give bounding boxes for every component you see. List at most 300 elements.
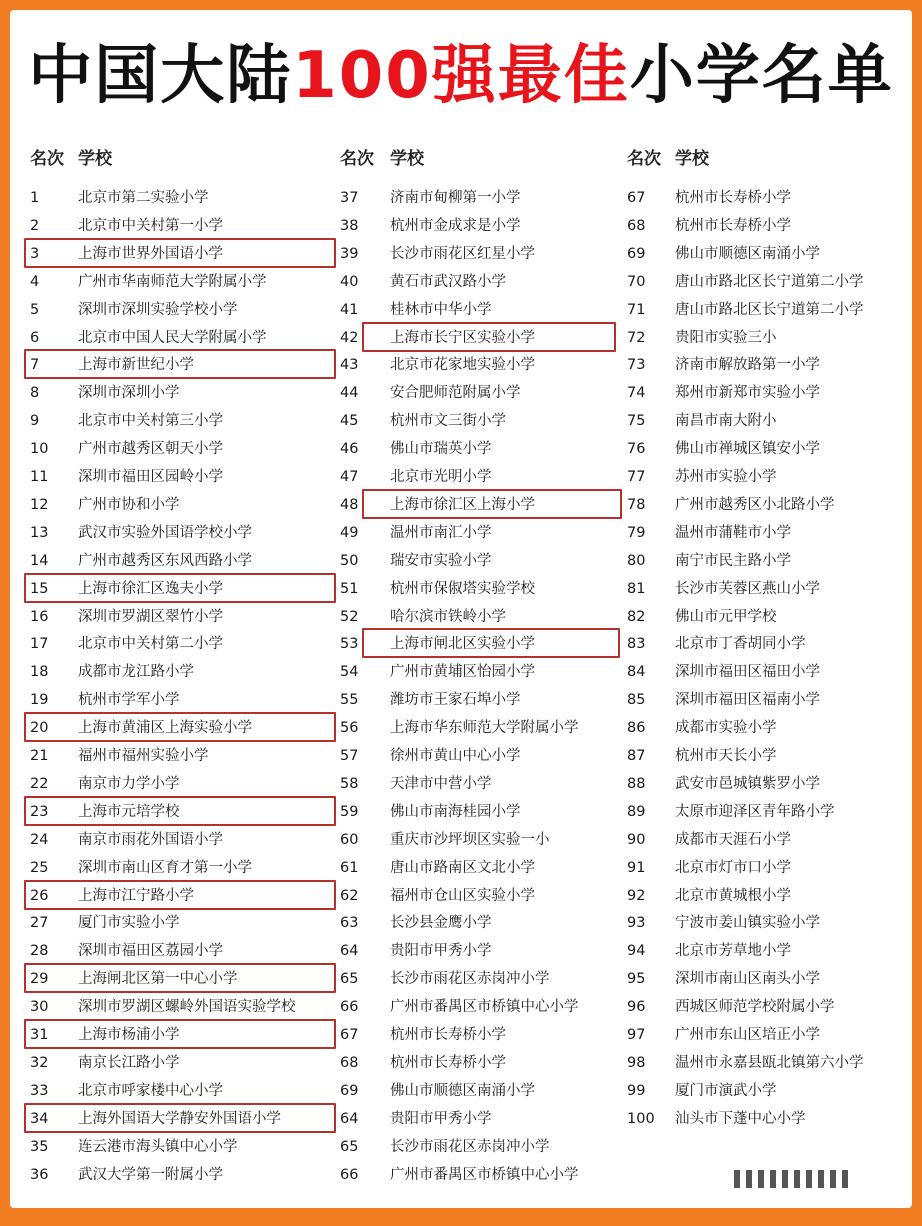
school-name: 西城区师范学校附属小学 [675,999,835,1016]
watermark-barcode [734,1170,894,1192]
rank-number: 68 [340,1054,359,1071]
rank-number: 98 [627,1054,646,1071]
rank-number: 8 [30,385,40,402]
rank-number: 7 [30,357,40,374]
table-row [340,1161,640,1189]
table-row [340,491,640,519]
rank-number: 75 [627,413,646,430]
rank-number: 25 [30,859,49,876]
rank-number: 67 [627,190,646,206]
table-row [30,770,330,798]
school-name: 深圳市福田区荔园小学 [78,943,223,960]
school-name: 北京市呼家楼中心小学 [78,1082,223,1099]
table-row [30,630,330,658]
rank-number: 70 [627,273,646,290]
table-row [340,770,640,798]
table-row [627,519,922,547]
school-name: 杭州市天长小学 [675,748,777,764]
school-name: 成都市实验小学 [675,720,777,737]
school-name: 上海市元培学校 [78,803,180,820]
table-row [30,603,330,631]
column-header [340,144,424,169]
rank-number: 36 [30,1166,49,1183]
school-name: 北京市丁香胡同小学 [675,636,806,653]
school-name: 重庆市沙坪坝区实验一小 [390,831,550,848]
school-name: 长沙县金鹰小学 [390,915,492,932]
school-name: 深圳市福田区福南小学 [675,692,820,709]
rank-number: 58 [340,775,359,792]
rank-number: 3 [30,245,40,262]
rank-number: 59 [340,803,359,820]
school-name: 深圳市罗湖区螺岭外国语实验学校 [78,999,296,1016]
rank-number: 47 [340,469,359,485]
rank-number: 54 [340,664,359,681]
school-name: 武汉大学第一附属小学 [78,1166,223,1183]
school-name: 上海市华东师范大学附属小学 [390,720,579,737]
table-row [30,296,330,324]
table-row [627,603,922,631]
school-name: 深圳市南山区育才第一小学 [78,859,252,876]
table-row [340,296,640,324]
school-name: 瑞安市实验小学 [390,552,492,569]
school-name: 北京市第二实验小学 [78,190,209,206]
rank-number: 83 [627,636,646,653]
rank-number: 26 [30,887,49,904]
rank-number: 38 [340,217,359,234]
rank-number: 91 [627,859,646,876]
school-name: 广州市越秀区小北路小学 [675,496,835,513]
table-row [30,491,330,519]
rank-number: 32 [30,1054,49,1071]
table-row [627,1021,922,1049]
table-row [30,435,330,463]
school-name: 佛山市顺德区南涌小学 [675,245,820,262]
rank-number: 21 [30,748,49,764]
table-row [340,993,640,1021]
school-name: 天津市中营小学 [390,775,492,792]
table-row [340,658,640,686]
school-name: 杭州市长寿桥小学 [390,1027,506,1043]
school-name: 唐山市路南区文北小学 [390,859,535,876]
header-school: 学校 [78,149,112,169]
table-row [627,714,922,742]
table-row [627,575,922,603]
table-row [340,603,640,631]
header-school: 学校 [390,149,424,169]
school-name: 北京市中关村第一小学 [78,217,223,234]
column-header [30,144,112,169]
table-row [627,798,922,826]
table-row [627,184,922,212]
table-row [340,547,640,575]
rank-number: 56 [340,720,359,737]
school-name: 深圳市福田区福田小学 [675,664,820,681]
rank-number: 12 [30,496,49,513]
table-row [340,184,640,212]
rank-number: 62 [340,887,359,904]
table-row [30,1021,330,1049]
school-name: 广州市东山区培正小学 [675,1027,820,1043]
rank-number: 84 [627,664,646,681]
table-row [627,296,922,324]
school-name: 长沙市雨花区赤岗冲小学 [390,1138,550,1155]
table-row [30,937,330,965]
table-row [340,714,640,742]
rank-number: 1 [30,190,40,206]
rank-number: 45 [340,413,359,430]
table-row [30,742,330,770]
rank-number: 16 [30,608,49,625]
header-rank: 名次 [30,149,64,169]
rank-number: 78 [627,496,646,513]
school-name: 北京市中关村第三小学 [78,413,223,430]
table-row [340,686,640,714]
school-name: 佛山市顺德区南涌小学 [390,1082,535,1099]
table-row [340,1049,640,1077]
school-name: 武汉市实验外国语学校小学 [78,524,252,541]
rank-number: 55 [340,692,359,709]
school-name: 贵阳市实验三小 [675,329,777,346]
rank-number: 97 [627,1027,646,1043]
table-row [340,240,640,268]
rank-number: 69 [340,1082,359,1099]
table-row [627,1049,922,1077]
rank-number: 20 [30,720,49,737]
table-row [340,1021,640,1049]
school-name: 厦门市实验小学 [78,915,180,932]
table-row [30,407,330,435]
school-name: 宁波市姜山镇实验小学 [675,915,820,932]
rank-number: 64 [340,1110,359,1127]
rank-number: 82 [627,608,646,625]
school-name: 杭州市保俶塔实验学校 [390,580,535,597]
rank-number: 53 [340,636,359,653]
table-row [340,937,640,965]
rank-number: 77 [627,469,646,485]
school-name: 广州市番禺区市桥镇中心小学 [390,999,579,1016]
school-name: 深圳市罗湖区翠竹小学 [78,608,223,625]
school-name: 杭州市学军小学 [78,692,180,709]
school-name: 杭州市长寿桥小学 [675,217,791,234]
school-name: 佛山市禅城区镇安小学 [675,441,820,458]
rank-number: 95 [627,971,646,988]
rank-number: 41 [340,301,359,318]
rank-number: 48 [340,496,359,513]
school-name: 福州市福州实验小学 [78,748,209,764]
rank-number: 37 [340,190,359,206]
table-row [30,1161,330,1189]
table-row [30,324,330,352]
table-row [627,742,922,770]
school-name: 上海闸北区第一中心小学 [78,971,238,988]
school-name: 唐山市路北区长宁道第二小学 [675,301,864,318]
school-name: 贵阳市甲秀小学 [390,1110,492,1127]
rank-number: 33 [30,1082,49,1099]
rank-number: 2 [30,217,40,234]
rank-number: 30 [30,999,49,1016]
table-row [627,1077,922,1105]
table-row [30,909,330,937]
rank-number: 51 [340,580,359,597]
table-row [30,965,330,993]
table-row [627,240,922,268]
table-row [30,268,330,296]
school-name: 济南市解放路第一小学 [675,357,820,374]
table-row [30,240,330,268]
rank-number: 50 [340,552,359,569]
table-row [627,686,922,714]
rank-number: 66 [340,1166,359,1183]
school-name: 北京市中国人民大学附属小学 [78,329,267,346]
rank-number: 40 [340,273,359,290]
rank-number: 88 [627,775,646,792]
table-row [340,379,640,407]
school-name: 深圳市深圳实验学校小学 [78,301,238,318]
rank-number: 35 [30,1138,49,1155]
rank-number: 66 [340,999,359,1016]
table-row [627,212,922,240]
table-row [30,1049,330,1077]
table-row [30,1077,330,1105]
school-name: 杭州市长寿桥小学 [390,1054,506,1071]
rank-number: 19 [30,692,49,709]
rank-number: 89 [627,803,646,820]
table-row [30,1133,330,1161]
table-row [30,993,330,1021]
rank-number: 71 [627,301,646,318]
rank-number: 65 [340,971,359,988]
rank-number: 9 [30,413,40,430]
school-name: 太原市迎泽区青年路小学 [675,803,835,820]
school-name: 深圳市福田区园岭小学 [78,469,223,485]
rank-number: 14 [30,552,49,569]
table-row [30,686,330,714]
school-name: 上海外国语大学静安外国语小学 [78,1110,281,1127]
school-name: 长沙市雨花区赤岗冲小学 [390,971,550,988]
table-row [340,407,640,435]
rank-number: 24 [30,831,49,848]
table-row [340,826,640,854]
school-name: 广州市华南师范大学附属小学 [78,273,267,290]
rank-number: 18 [30,664,49,681]
table-row [30,854,330,882]
school-name: 武安市邑城镇紫罗小学 [675,775,820,792]
school-name: 南京市雨花外国语小学 [78,831,223,848]
table-row [627,407,922,435]
table-row [340,519,640,547]
school-name: 上海市黄浦区上海实验小学 [78,720,252,737]
rank-number: 61 [340,859,359,876]
table-row [627,1105,922,1133]
school-name: 广州市越秀区朝天小学 [78,441,223,458]
school-name: 连云港市海头镇中心小学 [78,1138,238,1155]
school-name: 广州市协和小学 [78,496,180,513]
school-name: 北京市光明小学 [390,469,492,485]
table-row [627,965,922,993]
table-row [30,575,330,603]
rank-number: 90 [627,831,646,848]
table-row [627,826,922,854]
school-name: 杭州市文三街小学 [390,413,506,430]
rank-number: 13 [30,524,49,541]
rank-number: 4 [30,273,40,290]
school-name: 佛山市瑞英小学 [390,441,492,458]
table-row [340,463,640,491]
rank-number: 85 [627,692,646,709]
school-name: 北京市灯市口小学 [675,859,791,876]
header-school: 学校 [675,149,709,169]
school-name: 佛山市元甲学校 [675,608,777,625]
title-part1: 中国大陆 [28,39,293,113]
rank-number: 73 [627,357,646,374]
school-name: 上海市长宁区实验小学 [390,329,535,346]
school-name: 贵阳市甲秀小学 [390,943,492,960]
rank-number: 31 [30,1027,49,1043]
table-row [627,993,922,1021]
table-row [30,826,330,854]
table-row [30,547,330,575]
rank-number: 69 [627,245,646,262]
school-name: 杭州市长寿桥小学 [675,190,791,206]
table-row [340,854,640,882]
school-name: 桂林市中华小学 [390,301,492,318]
table-row [627,435,922,463]
school-name: 南昌市南大附小 [675,413,777,430]
table-row [627,324,922,352]
school-name: 厦门市演武小学 [675,1082,777,1099]
rank-number: 100 [627,1110,655,1127]
table-row [30,658,330,686]
table-row [30,714,330,742]
table-row [340,630,640,658]
school-name: 长沙市芙蓉区燕山小学 [675,580,820,597]
school-name: 上海市世界外国语小学 [78,245,223,262]
rank-number: 96 [627,999,646,1016]
rank-number: 10 [30,441,49,458]
table-row [340,742,640,770]
table-row [30,463,330,491]
rank-number: 87 [627,748,646,764]
rank-number: 92 [627,887,646,904]
rank-number: 60 [340,831,359,848]
school-name: 上海市新世纪小学 [78,357,194,374]
school-name: 深圳市深圳小学 [78,385,180,402]
table-row [340,1133,640,1161]
school-name: 济南市甸柳第一小学 [390,190,521,206]
rank-number: 46 [340,441,359,458]
school-name: 北京市中关村第二小学 [78,636,223,653]
table-row [340,882,640,910]
school-name: 唐山市路北区长宁道第二小学 [675,273,864,290]
table-row [627,630,922,658]
school-name: 广州市越秀区东风西路小学 [78,552,252,569]
table-row [340,351,640,379]
rank-number: 17 [30,636,49,653]
table-row [340,1105,640,1133]
school-name: 佛山市南海桂园小学 [390,803,521,820]
rank-number: 23 [30,803,49,820]
table-row [627,351,922,379]
school-name: 成都市龙江路小学 [78,664,194,681]
title-highlight: 100强最佳 [292,39,630,113]
table-row [627,268,922,296]
rank-number: 99 [627,1082,646,1099]
school-name: 北京市花家地实验小学 [390,357,535,374]
rank-number: 57 [340,748,359,764]
rank-number: 44 [340,385,359,402]
school-name: 南宁市民主路小学 [675,552,791,569]
school-name: 南京市力学小学 [78,775,180,792]
school-name: 广州市番禺区市桥镇中心小学 [390,1166,579,1183]
rank-number: 86 [627,720,646,737]
document-page [10,10,912,1208]
rank-number: 42 [340,329,359,346]
rank-number: 72 [627,329,646,346]
table-row [340,798,640,826]
table-row [627,770,922,798]
rank-number: 22 [30,775,49,792]
header-rank: 名次 [340,149,374,169]
table-row [627,491,922,519]
school-name: 成都市天涯石小学 [675,831,791,848]
rank-number: 68 [627,217,646,234]
school-name: 上海市闸北区实验小学 [390,636,535,653]
table-row [627,937,922,965]
table-row [340,575,640,603]
rank-number: 93 [627,915,646,932]
school-name: 哈尔滨市铁岭小学 [390,608,506,625]
rank-number: 28 [30,943,49,960]
rank-number: 11 [30,469,49,485]
school-name: 温州市南汇小学 [390,524,492,541]
rank-number: 43 [340,357,359,374]
rank-number: 49 [340,524,359,541]
rank-number: 6 [30,329,40,346]
school-name: 福州市仓山区实验小学 [390,887,535,904]
column-header [627,144,709,169]
school-name: 苏州市实验小学 [675,469,777,485]
table-row [30,1105,330,1133]
table-row [30,519,330,547]
school-name: 徐州市黄山中心小学 [390,748,521,764]
rank-number: 29 [30,971,49,988]
school-name: 上海市徐汇区上海小学 [390,496,535,513]
rank-number: 63 [340,915,359,932]
table-row [30,212,330,240]
header-rank: 名次 [627,149,661,169]
table-row [340,1077,640,1105]
table-row [627,658,922,686]
table-row [340,324,640,352]
table-row [30,798,330,826]
rank-number: 52 [340,608,359,625]
table-row [340,965,640,993]
school-name: 郑州市新郑市实验小学 [675,385,820,402]
table-row [627,547,922,575]
school-name: 安合肥师范附属小学 [390,385,521,402]
table-row [627,463,922,491]
rank-number: 80 [627,552,646,569]
rank-number: 39 [340,245,359,262]
rank-number: 76 [627,441,646,458]
table-row [340,212,640,240]
school-name: 南京长江路小学 [78,1054,180,1071]
table-row [627,854,922,882]
rank-number: 15 [30,580,49,597]
table-row [30,184,330,212]
school-name: 深圳市南山区南头小学 [675,971,820,988]
school-name: 上海市杨浦小学 [78,1027,180,1043]
